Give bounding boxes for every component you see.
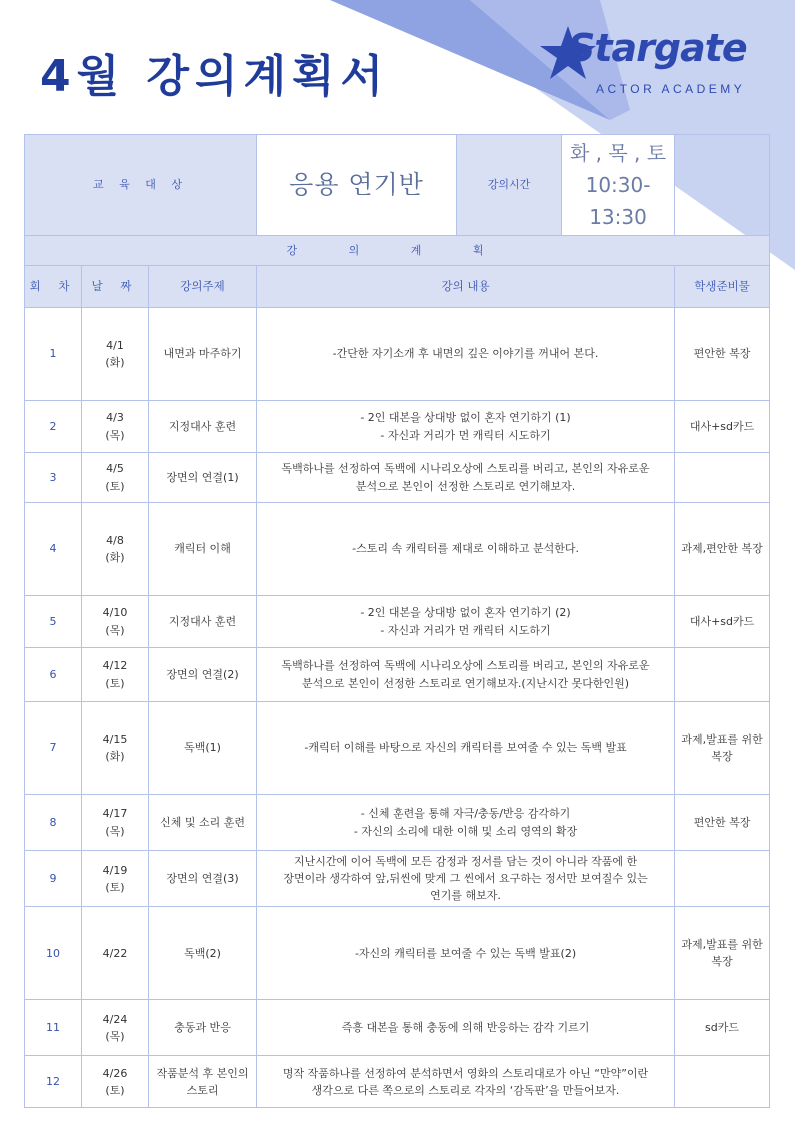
col-content: 강의 내용 xyxy=(257,266,675,308)
table-row xyxy=(25,795,770,851)
session-topic: 지정대사 훈련 xyxy=(149,596,257,648)
date-value: 4/10 xyxy=(102,606,128,620)
weekday-value: (토) xyxy=(105,479,125,493)
session-content xyxy=(257,503,675,596)
session-topic: 독백(2) xyxy=(149,907,257,1000)
session-content xyxy=(257,851,675,907)
session-date xyxy=(82,851,149,907)
weekday-value: (토) xyxy=(105,1083,125,1097)
session-topic: 캐릭터 이해 xyxy=(149,503,257,596)
content-line: -스토리 속 캐릭터를 제대로 이해하고 분석한다. xyxy=(352,542,579,556)
table-row xyxy=(25,702,770,795)
session-date xyxy=(82,1000,149,1056)
table-row xyxy=(25,503,770,596)
session-content xyxy=(257,907,675,1000)
session-prep: 편안한 복장 xyxy=(675,308,770,401)
session-content xyxy=(257,648,675,702)
session-number: 8 xyxy=(25,795,82,851)
column-header-row xyxy=(25,266,770,308)
time-subtable xyxy=(457,135,674,235)
session-number: 4 xyxy=(25,503,82,596)
content-line: -간단한 자기소개 후 내면의 깊은 이야기를 꺼내어 본다. xyxy=(332,347,599,361)
content-line: -자신의 캐릭터를 보여줄 수 있는 독백 발표(2) xyxy=(354,946,577,960)
content-line: 연기를 해보자. xyxy=(430,889,501,903)
session-number: 12 xyxy=(25,1056,82,1108)
content-line: 분석으로 본인이 선정한 스토리로 연기해보자. xyxy=(355,479,576,493)
session-topic: 장면의 연결(1) xyxy=(149,453,257,503)
weekday-value: (목) xyxy=(105,824,125,838)
session-number: 5 xyxy=(25,596,82,648)
table-row xyxy=(25,308,770,401)
table-row xyxy=(25,648,770,702)
session-date xyxy=(82,453,149,503)
date-value: 4/8 xyxy=(106,533,124,547)
session-number: 7 xyxy=(25,702,82,795)
table-row xyxy=(25,453,770,503)
session-number: 9 xyxy=(25,851,82,907)
session-content xyxy=(257,308,675,401)
session-content xyxy=(257,1000,675,1056)
schedule-days: 화 , 목 , 토 xyxy=(569,141,667,165)
session-date xyxy=(82,795,149,851)
session-date xyxy=(82,401,149,453)
page-title: 4월 강의계획서 xyxy=(40,51,389,102)
time-cell-extension xyxy=(675,135,770,236)
logo-subtitle: ACTOR ACADEMY xyxy=(596,82,746,96)
weekday-value: (화) xyxy=(105,551,125,564)
session-number: 6 xyxy=(25,648,82,702)
table-row xyxy=(25,907,770,1000)
session-prep: sd카드 xyxy=(675,1000,770,1056)
session-prep: 편안한 복장 xyxy=(675,795,770,851)
col-date: 날 짜 xyxy=(82,266,149,308)
table-row xyxy=(25,596,770,648)
session-date xyxy=(82,503,149,596)
content-line: - 2인 대본을 상대방 없이 혼자 연기하기 (1) xyxy=(360,411,571,425)
session-prep xyxy=(675,1056,770,1108)
date-value: 4/19 xyxy=(102,863,128,877)
weekday-value: (토) xyxy=(105,676,125,690)
lesson-rows xyxy=(25,308,770,1108)
date-value: 4/12 xyxy=(102,659,128,673)
table-row xyxy=(25,401,770,453)
session-content xyxy=(257,702,675,795)
content-line: 장면이라 생각하여 앞,뒤씬에 맞게 그 씬에서 요구하는 정서만 보여질수 있는 xyxy=(283,872,648,886)
session-date xyxy=(82,907,149,1000)
table-row xyxy=(25,1000,770,1056)
session-number: 1 xyxy=(25,308,82,401)
session-date xyxy=(82,1056,149,1108)
target-label: 교 육 대 상 xyxy=(25,135,257,236)
content-line: 분석으로 본인이 선정한 스토리로 연기해보자.(지난시간 못다한인원) xyxy=(301,676,630,690)
table-row xyxy=(25,851,770,907)
weekday-value: (화) xyxy=(105,750,125,763)
date-value: 4/5 xyxy=(106,462,124,476)
session-number: 3 xyxy=(25,453,82,503)
content-line: 생각으로 다른 쪽으로의 스토리로 각자의 ‘감독판’을 만들어보자. xyxy=(311,1083,620,1097)
session-date xyxy=(82,648,149,702)
table-row xyxy=(25,1056,770,1108)
date-value: 4/3 xyxy=(106,411,124,425)
session-prep: 과제,발표를 위한 복장 xyxy=(675,702,770,795)
date-value: 4/17 xyxy=(102,807,128,821)
schedule-time: 10:30-13:30 xyxy=(585,173,651,229)
course-name: 응용 연기반 xyxy=(257,135,457,236)
session-topic: 충동과 반응 xyxy=(149,1000,257,1056)
session-content xyxy=(257,453,675,503)
session-number: 2 xyxy=(25,401,82,453)
weekday-value: (목) xyxy=(105,623,125,637)
session-prep xyxy=(675,648,770,702)
section-title: 강 의 계 획 xyxy=(25,236,770,266)
time-label: 강의시간 xyxy=(457,135,562,235)
session-topic: 작품분석 후 본인의 스토리 xyxy=(149,1056,257,1108)
col-prep: 학생준비물 xyxy=(675,266,770,308)
session-date xyxy=(82,702,149,795)
weekday-value: (토) xyxy=(105,880,125,894)
session-prep: 과제,발표를 위한 복장 xyxy=(675,907,770,1000)
content-line: - 자신과 거리가 먼 캐릭터 시도하기 xyxy=(380,623,551,637)
content-line: 지난시간에 이어 독백에 모든 감정과 정서를 담는 것이 아니라 작품에 한 xyxy=(293,855,638,868)
content-line: 명작 작품하나를 선정하여 분석하면서 영화의 스토리대로가 아닌 “만약”이란 xyxy=(282,1066,649,1080)
session-content xyxy=(257,401,675,453)
session-topic: 장면의 연결(2) xyxy=(149,648,257,702)
content-line: 독백하나를 선정하여 독백에 시나리오상에 스토리를 버리고, 본인의 자유로운 xyxy=(281,659,650,673)
content-line: - 자신과 거리가 먼 캐릭터 시도하기 xyxy=(380,428,551,442)
schedule xyxy=(562,135,675,235)
session-date xyxy=(82,308,149,401)
session-date xyxy=(82,596,149,648)
session-prep: 대사+sd카드 xyxy=(675,401,770,453)
session-prep xyxy=(675,453,770,503)
time-cell xyxy=(457,135,675,236)
date-value: 4/26 xyxy=(102,1066,128,1080)
session-content xyxy=(257,596,675,648)
col-session: 회 차 xyxy=(25,266,82,308)
date-value: 4/1 xyxy=(106,338,124,352)
session-content xyxy=(257,795,675,851)
content-line: - 신체 훈련을 통해 자극/충동/반응 감각하기 xyxy=(360,807,571,821)
session-topic: 독백(1) xyxy=(149,702,257,795)
lesson-plan-table xyxy=(24,134,770,1108)
session-number: 11 xyxy=(25,1000,82,1056)
date-value: 4/22 xyxy=(102,946,128,960)
logo-wordmark: Stargate xyxy=(568,26,747,70)
session-prep xyxy=(675,851,770,907)
session-prep: 과제,편안한 복장 xyxy=(675,503,770,596)
session-topic: 장면의 연결(3) xyxy=(149,851,257,907)
date-value: 4/24 xyxy=(102,1012,128,1026)
session-topic: 신체 및 소리 훈련 xyxy=(149,795,257,851)
content-line: - 자신의 소리에 대한 이해 및 소리 영역의 확장 xyxy=(353,824,578,838)
brand-logo xyxy=(538,24,768,104)
date-value: 4/15 xyxy=(102,732,128,746)
content-line: 독백하나를 선정하여 독백에 시나리오상에 스토리를 버리고, 본인의 자유로운 xyxy=(281,462,650,476)
session-topic: 지정대사 훈련 xyxy=(149,401,257,453)
content-line: 즉흥 대본을 통해 충동에 의해 반응하는 감각 기르기 xyxy=(341,1021,590,1035)
section-row xyxy=(25,236,770,266)
content-line: -캐릭터 이해를 바탕으로 자신의 캐릭터를 보여줄 수 있는 독백 발표 xyxy=(304,741,627,755)
session-prep: 대사+sd카드 xyxy=(675,596,770,648)
col-topic: 강의주제 xyxy=(149,266,257,308)
content-line: - 2인 대본을 상대방 없이 혼자 연기하기 (2) xyxy=(360,606,571,620)
session-number: 10 xyxy=(25,907,82,1000)
info-row xyxy=(25,135,770,236)
session-topic: 내면과 마주하기 xyxy=(149,308,257,401)
session-content xyxy=(257,1056,675,1108)
weekday-value: (목) xyxy=(105,428,125,442)
weekday-value: (화) xyxy=(105,356,125,369)
weekday-value: (목) xyxy=(105,1029,125,1043)
